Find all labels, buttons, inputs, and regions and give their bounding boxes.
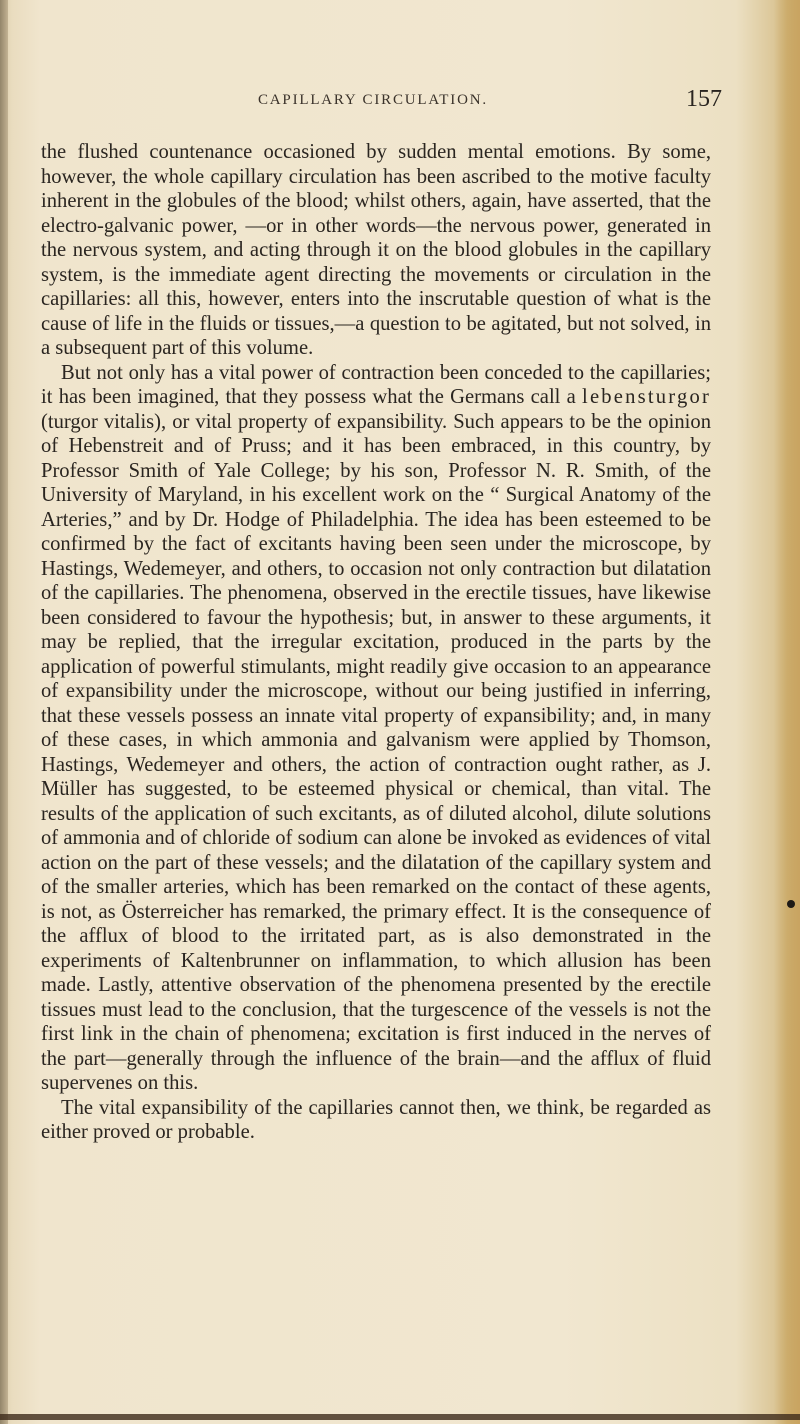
text-segment: The vital expansibility of the capillaries cannot then, we think, be regarded as either proved or probable. xyxy=(41,1096,711,1143)
body-text xyxy=(41,140,711,1145)
running-header xyxy=(0,86,800,120)
bottom-edge xyxy=(0,1414,800,1420)
ink-spot xyxy=(787,900,795,908)
text-segment: But not only has a vital power of contraction been conceded to the capillaries; it has been imagined, that they possess what the Germans call a xyxy=(41,361,711,408)
paragraph xyxy=(41,140,711,361)
paragraph xyxy=(41,361,711,1096)
binding-shadow xyxy=(0,0,8,1424)
page-edge xyxy=(774,0,800,1424)
paragraph xyxy=(41,1096,711,1145)
emphasized-term: lebensturgor xyxy=(582,386,711,408)
running-title: CAPILLARY CIRCULATION. xyxy=(258,92,488,108)
text-segment: the flushed countenance occasioned by sudden mental emotions. By some, however, the whole capillary circulation has been ascribed to the motive faculty inherent in the globules of the blood; whilst others, again, have asserted, that the electro-galvanic power, —or in other words—the nervous power, generated in the nervous system, and acting through it on the blood globules in the capillary system, is the immediate agent directing the movements or circulation in the capillaries: all this, however, enters into the inscrutable question of what is the cause of life in the fluids or tissues,—a question to be agitated, but not solved, in a subsequent part of this volume. xyxy=(41,141,711,359)
page-number: 157 xyxy=(686,86,722,112)
text-segment: (turgor vitalis), or vital property of expansibility. Such appears to be the opinion of Hebenstreit and of Pruss; and it has been embraced, in this country, by Professor Smith of Yale College; by his son, Professor N. R. Smith, of the University of Maryland, in his excellent work on the “ Surgical Anatomy of the Arteries,” and by Dr. Hodge of Philadelphia. The idea has been esteemed to be confirmed by the fact of excitants having been seen under the microscope, by Hastings, Wedemeyer, and others, to occasion not only contraction but dilatation of the capillaries. The phenomena, observed in the erectile tissues, have likewise been considered to favour the hypothesis; but, in answer to these arguments, it may be replied, that the irregular excitation, produced in the parts by the application of powerful stimulants, might readily give occasion to an appearance of expansibility under the microscope, without our being justified in inferring, that these vessels possess an innate vital property of expansibility; and, in many of these cases, in which ammonia and galvanism were applied by Thomson, Hastings, Wedemeyer and others, the action of contraction ought rather, as J. Müller has suggested, to be esteemed physical or chemical, than vital. The results of the application of such excitants, as of diluted alcohol, dilute solutions of ammonia and of chloride of sodium can alone be invoked as evidences of vital action on the part of these vessels; and the dilatation of the capillary system and of the smaller arteries, which has been remarked on the contact of these agents, is not, as Österreicher has remarked, the primary effect. It is the consequence of the afflux of blood to the irritated part, as is also demonstrated in the experiments of Kaltenbrunner on inflammation, to which allusion has been made. Lastly, attentive observation of the phenomena presented by the erectile tissues must lead to the conclusion, that the turgescence of the vessels is not the first link in the chain of phenomena; excitation is first induced in the nerves of the part—generally through the influence of the brain—and the afflux of fluid supervenes on this. xyxy=(41,410,711,1094)
